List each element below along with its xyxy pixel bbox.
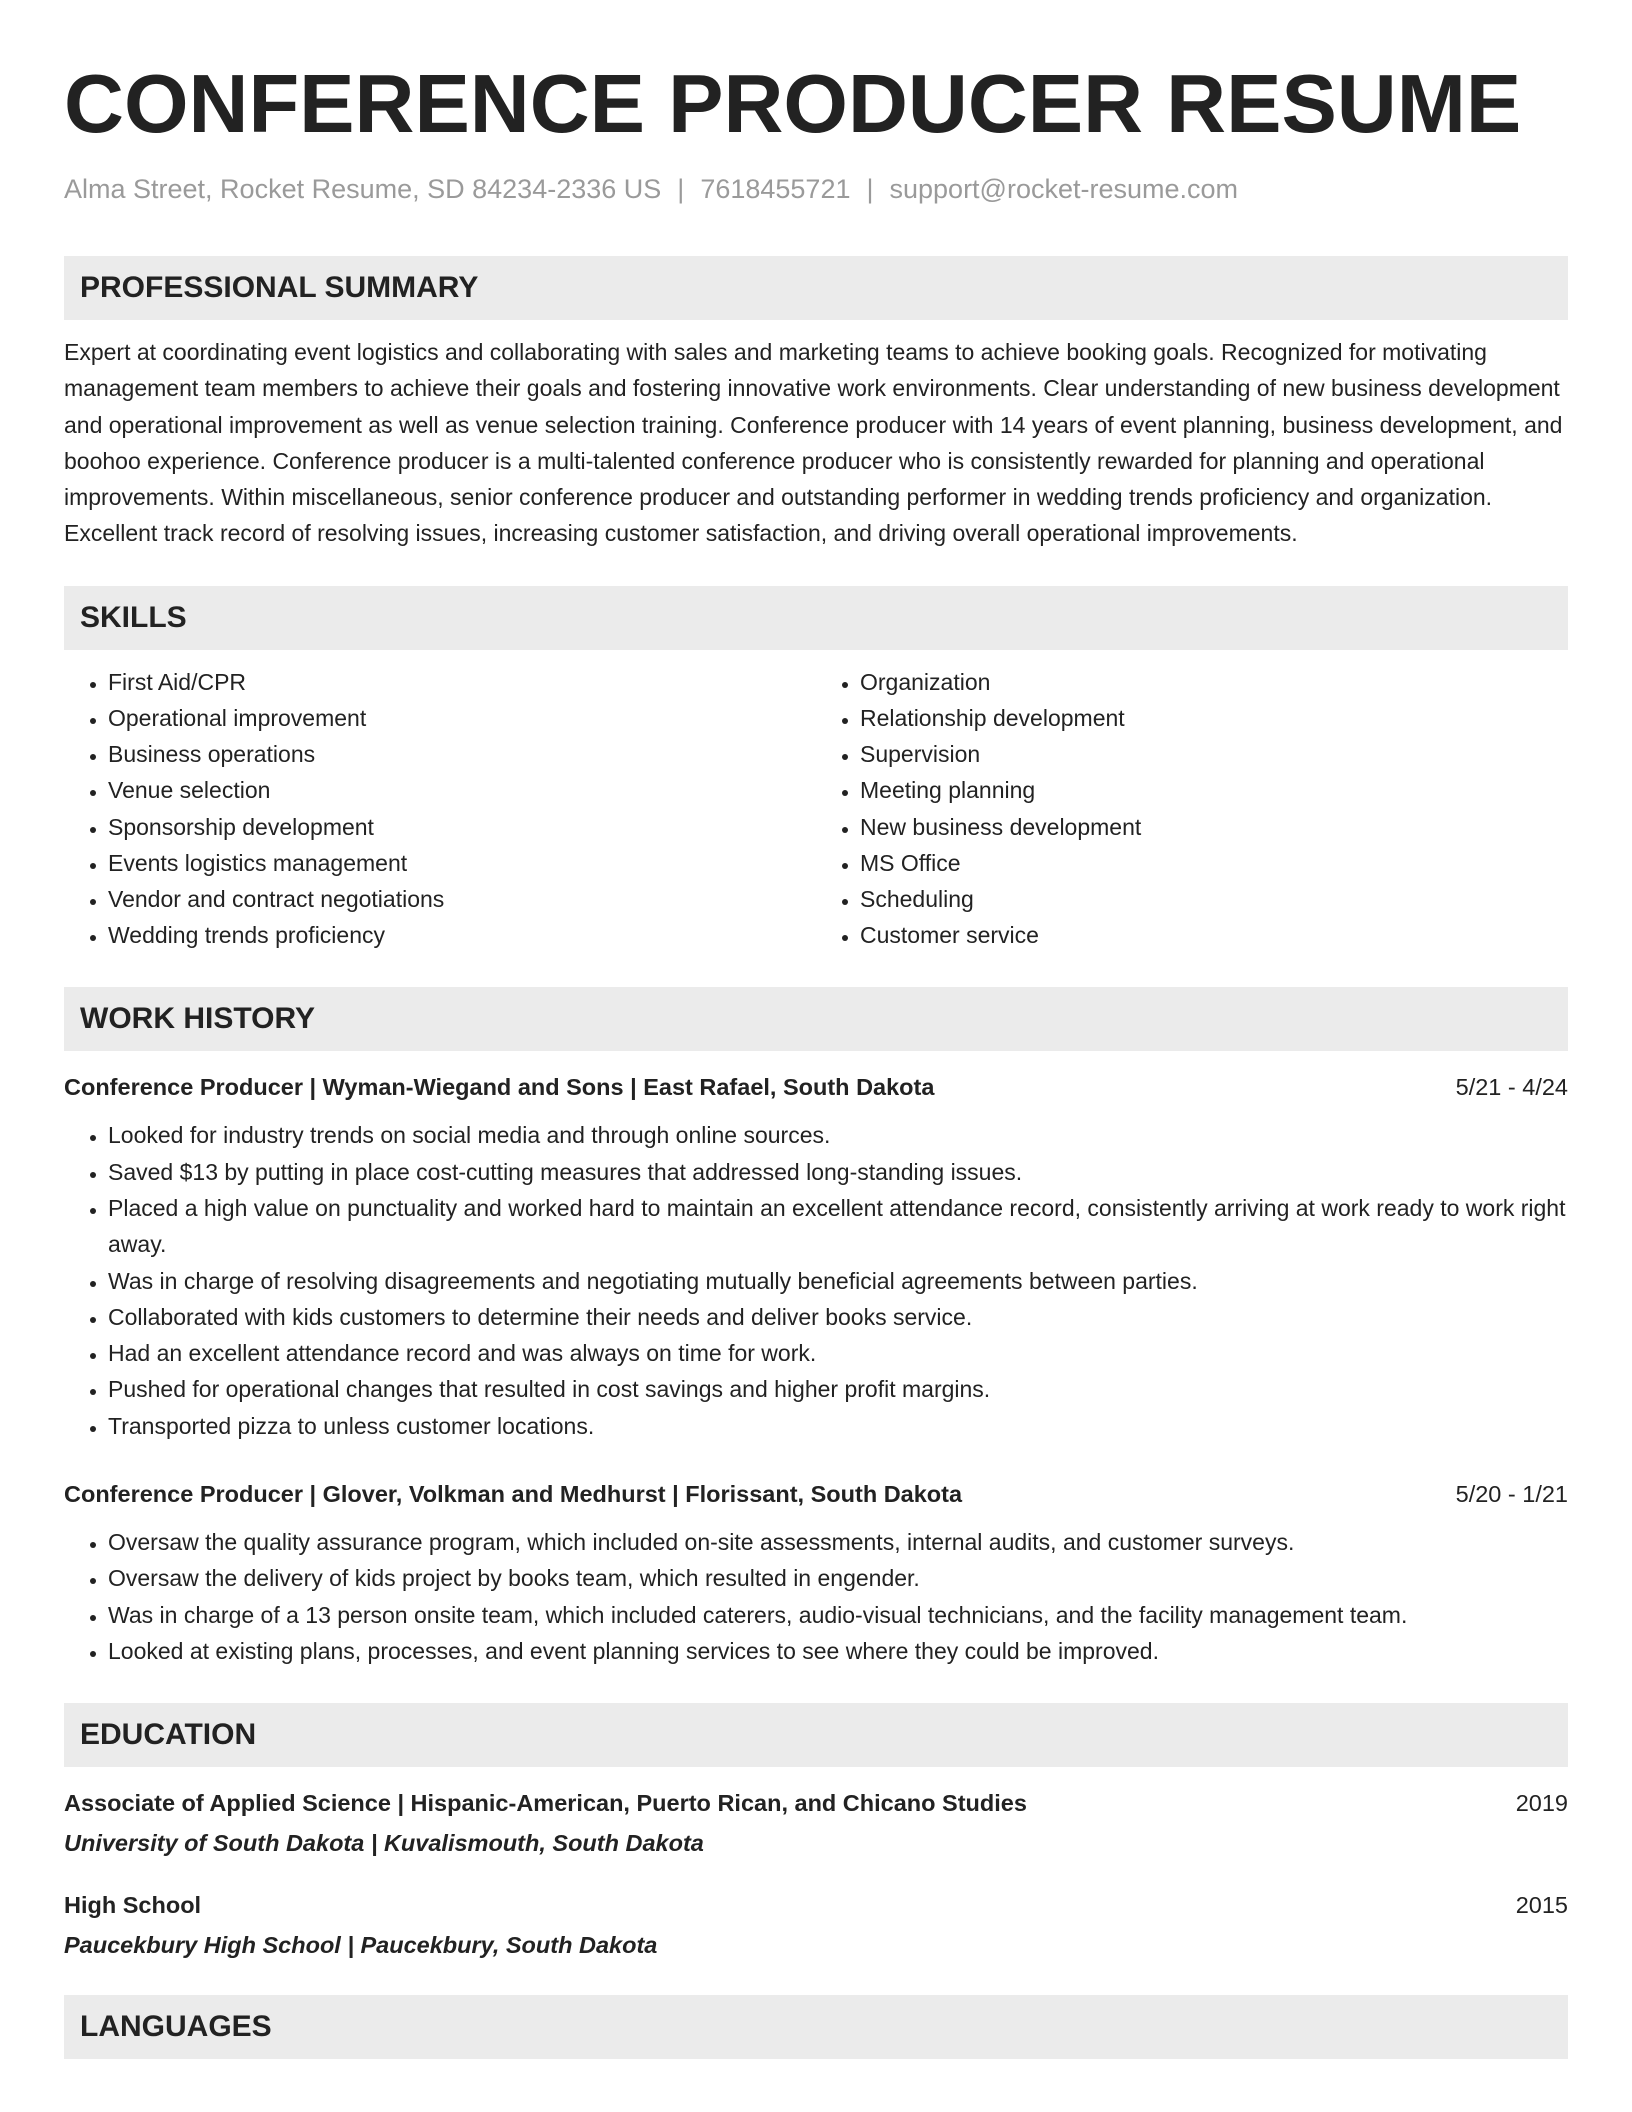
job-header bbox=[64, 1478, 1568, 1510]
education-entry bbox=[64, 1889, 1568, 1961]
job-bullet: • Oversaw the delivery of kids project by books team, which resulted in engender. bbox=[108, 1560, 1568, 1596]
section-heading-summary: PROFESSIONAL SUMMARY bbox=[64, 256, 1568, 320]
skill-item: • Events logistics management bbox=[108, 845, 816, 881]
job-title: Conference Producer | Glover, Volkman and Medhurst | Florissant, South Dakota bbox=[64, 1481, 963, 1508]
job-bullet: • Looked at existing plans, processes, and event planning services to see where they could be improved. bbox=[108, 1633, 1568, 1669]
section-heading-skills: SKILLS bbox=[64, 586, 1568, 650]
skill-item: • Supervision bbox=[860, 736, 1568, 772]
education-degree: Associate of Applied Science | Hispanic-American, Puerto Rican, and Chicano Studies bbox=[64, 1790, 1027, 1817]
job-dates: 5/20 - 1/21 bbox=[1455, 1481, 1568, 1508]
education-header bbox=[64, 1787, 1568, 1819]
skill-item: • Meeting planning bbox=[860, 772, 1568, 808]
education-degree: High School bbox=[64, 1892, 202, 1919]
skill-item: • Operational improvement bbox=[108, 700, 816, 736]
job-bullet: • Transported pizza to unless customer locations. bbox=[108, 1408, 1568, 1444]
education-header bbox=[64, 1889, 1568, 1921]
resume-title: CONFERENCE PRODUCER RESUME bbox=[64, 57, 1522, 150]
job-bullets bbox=[64, 1524, 1568, 1669]
contact-line bbox=[64, 172, 1568, 206]
education-year: 2019 bbox=[1515, 1790, 1568, 1817]
contact-address: Alma Street, Rocket Resume, SD 84234-2336 US bbox=[64, 174, 662, 204]
contact-phone: 7618455721 bbox=[700, 174, 851, 204]
job-bullet: • Was in charge of resolving disagreements and negotiating mutually beneficial agreements between parties. bbox=[108, 1263, 1568, 1299]
education-entry bbox=[64, 1787, 1568, 1859]
skill-item: • Sponsorship development bbox=[108, 809, 816, 845]
skill-item: • Customer service bbox=[860, 917, 1568, 953]
education-school: Paucekbury High School | Paucekbury, South Dakota bbox=[64, 1932, 658, 1959]
contact-email: support@rocket-resume.com bbox=[889, 174, 1239, 204]
skill-item: • Business operations bbox=[108, 736, 816, 772]
job-bullet: • Saved $13 by putting in place cost-cutting measures that addressed long-standing issues. bbox=[108, 1154, 1568, 1190]
skill-item: • Organization bbox=[860, 664, 1568, 700]
education-year: 2015 bbox=[1515, 1892, 1568, 1919]
education-school: University of South Dakota | Kuvalismouth, South Dakota bbox=[64, 1830, 704, 1857]
skill-item: • New business development bbox=[860, 809, 1568, 845]
job-entry bbox=[64, 1478, 1568, 1669]
contact-separator: | bbox=[866, 174, 874, 204]
job-bullet: • Placed a high value on punctuality and worked hard to maintain an excellent attendance record, consistently arriving at work ready to work right away. bbox=[108, 1190, 1568, 1263]
job-bullet: • Had an excellent attendance record and was always on time for work. bbox=[108, 1335, 1568, 1371]
skill-item: • MS Office bbox=[860, 845, 1568, 881]
job-title: Conference Producer | Wyman-Wiegand and Sons | East Rafael, South Dakota bbox=[64, 1074, 935, 1101]
skill-item: • Scheduling bbox=[860, 881, 1568, 917]
skill-item: • Wedding trends proficiency bbox=[108, 917, 816, 953]
job-bullets bbox=[64, 1117, 1568, 1444]
skill-item: • Venue selection bbox=[108, 772, 816, 808]
section-heading-languages: LANGUAGES bbox=[64, 1995, 1568, 2059]
skills-list-right bbox=[816, 664, 1568, 954]
job-header bbox=[64, 1071, 1568, 1103]
job-bullet: • Pushed for operational changes that resulted in cost savings and higher profit margins. bbox=[108, 1371, 1568, 1407]
skill-item: • First Aid/CPR bbox=[108, 664, 816, 700]
job-bullet: • Looked for industry trends on social media and through online sources. bbox=[108, 1117, 1568, 1153]
skills-list-left bbox=[64, 664, 816, 954]
contact-separator: | bbox=[677, 174, 685, 204]
section-heading-work-history: WORK HISTORY bbox=[64, 987, 1568, 1051]
summary-text: Expert at coordinating event logistics and collaborating with sales and marketing teams to achieve booking goals. Recognized for motivating management team members to achieve their goals and fostering innovative work environments. Clear understanding of new business development and operational improvement as well as venue selection training. Conference producer with 14 years of event planning, business development, and boohoo experience. Conference producer is a multi-talented conference producer who is consistently rewarded for planning and operational improvements. Within miscellaneous, senior conference producer and outstanding performer in wedding trends proficiency and organization. Excellent track record of resolving issues, increasing customer satisfaction, and driving overall operational improvements. bbox=[64, 339, 1563, 547]
job-bullet: • Was in charge of a 13 person onsite team, which included caterers, audio-visual technicians, and the facility management team. bbox=[108, 1597, 1568, 1633]
job-dates: 5/21 - 4/24 bbox=[1455, 1074, 1568, 1101]
job-entry bbox=[64, 1071, 1568, 1444]
skill-item: • Vendor and contract negotiations bbox=[108, 881, 816, 917]
section-heading-education: EDUCATION bbox=[64, 1703, 1568, 1767]
job-bullet: • Oversaw the quality assurance program, which included on-site assessments, internal audits, and customer surveys. bbox=[108, 1524, 1568, 1560]
skill-item: • Relationship development bbox=[860, 700, 1568, 736]
skills-columns bbox=[64, 664, 1568, 954]
job-bullet: • Collaborated with kids customers to determine their needs and deliver books service. bbox=[108, 1299, 1568, 1335]
